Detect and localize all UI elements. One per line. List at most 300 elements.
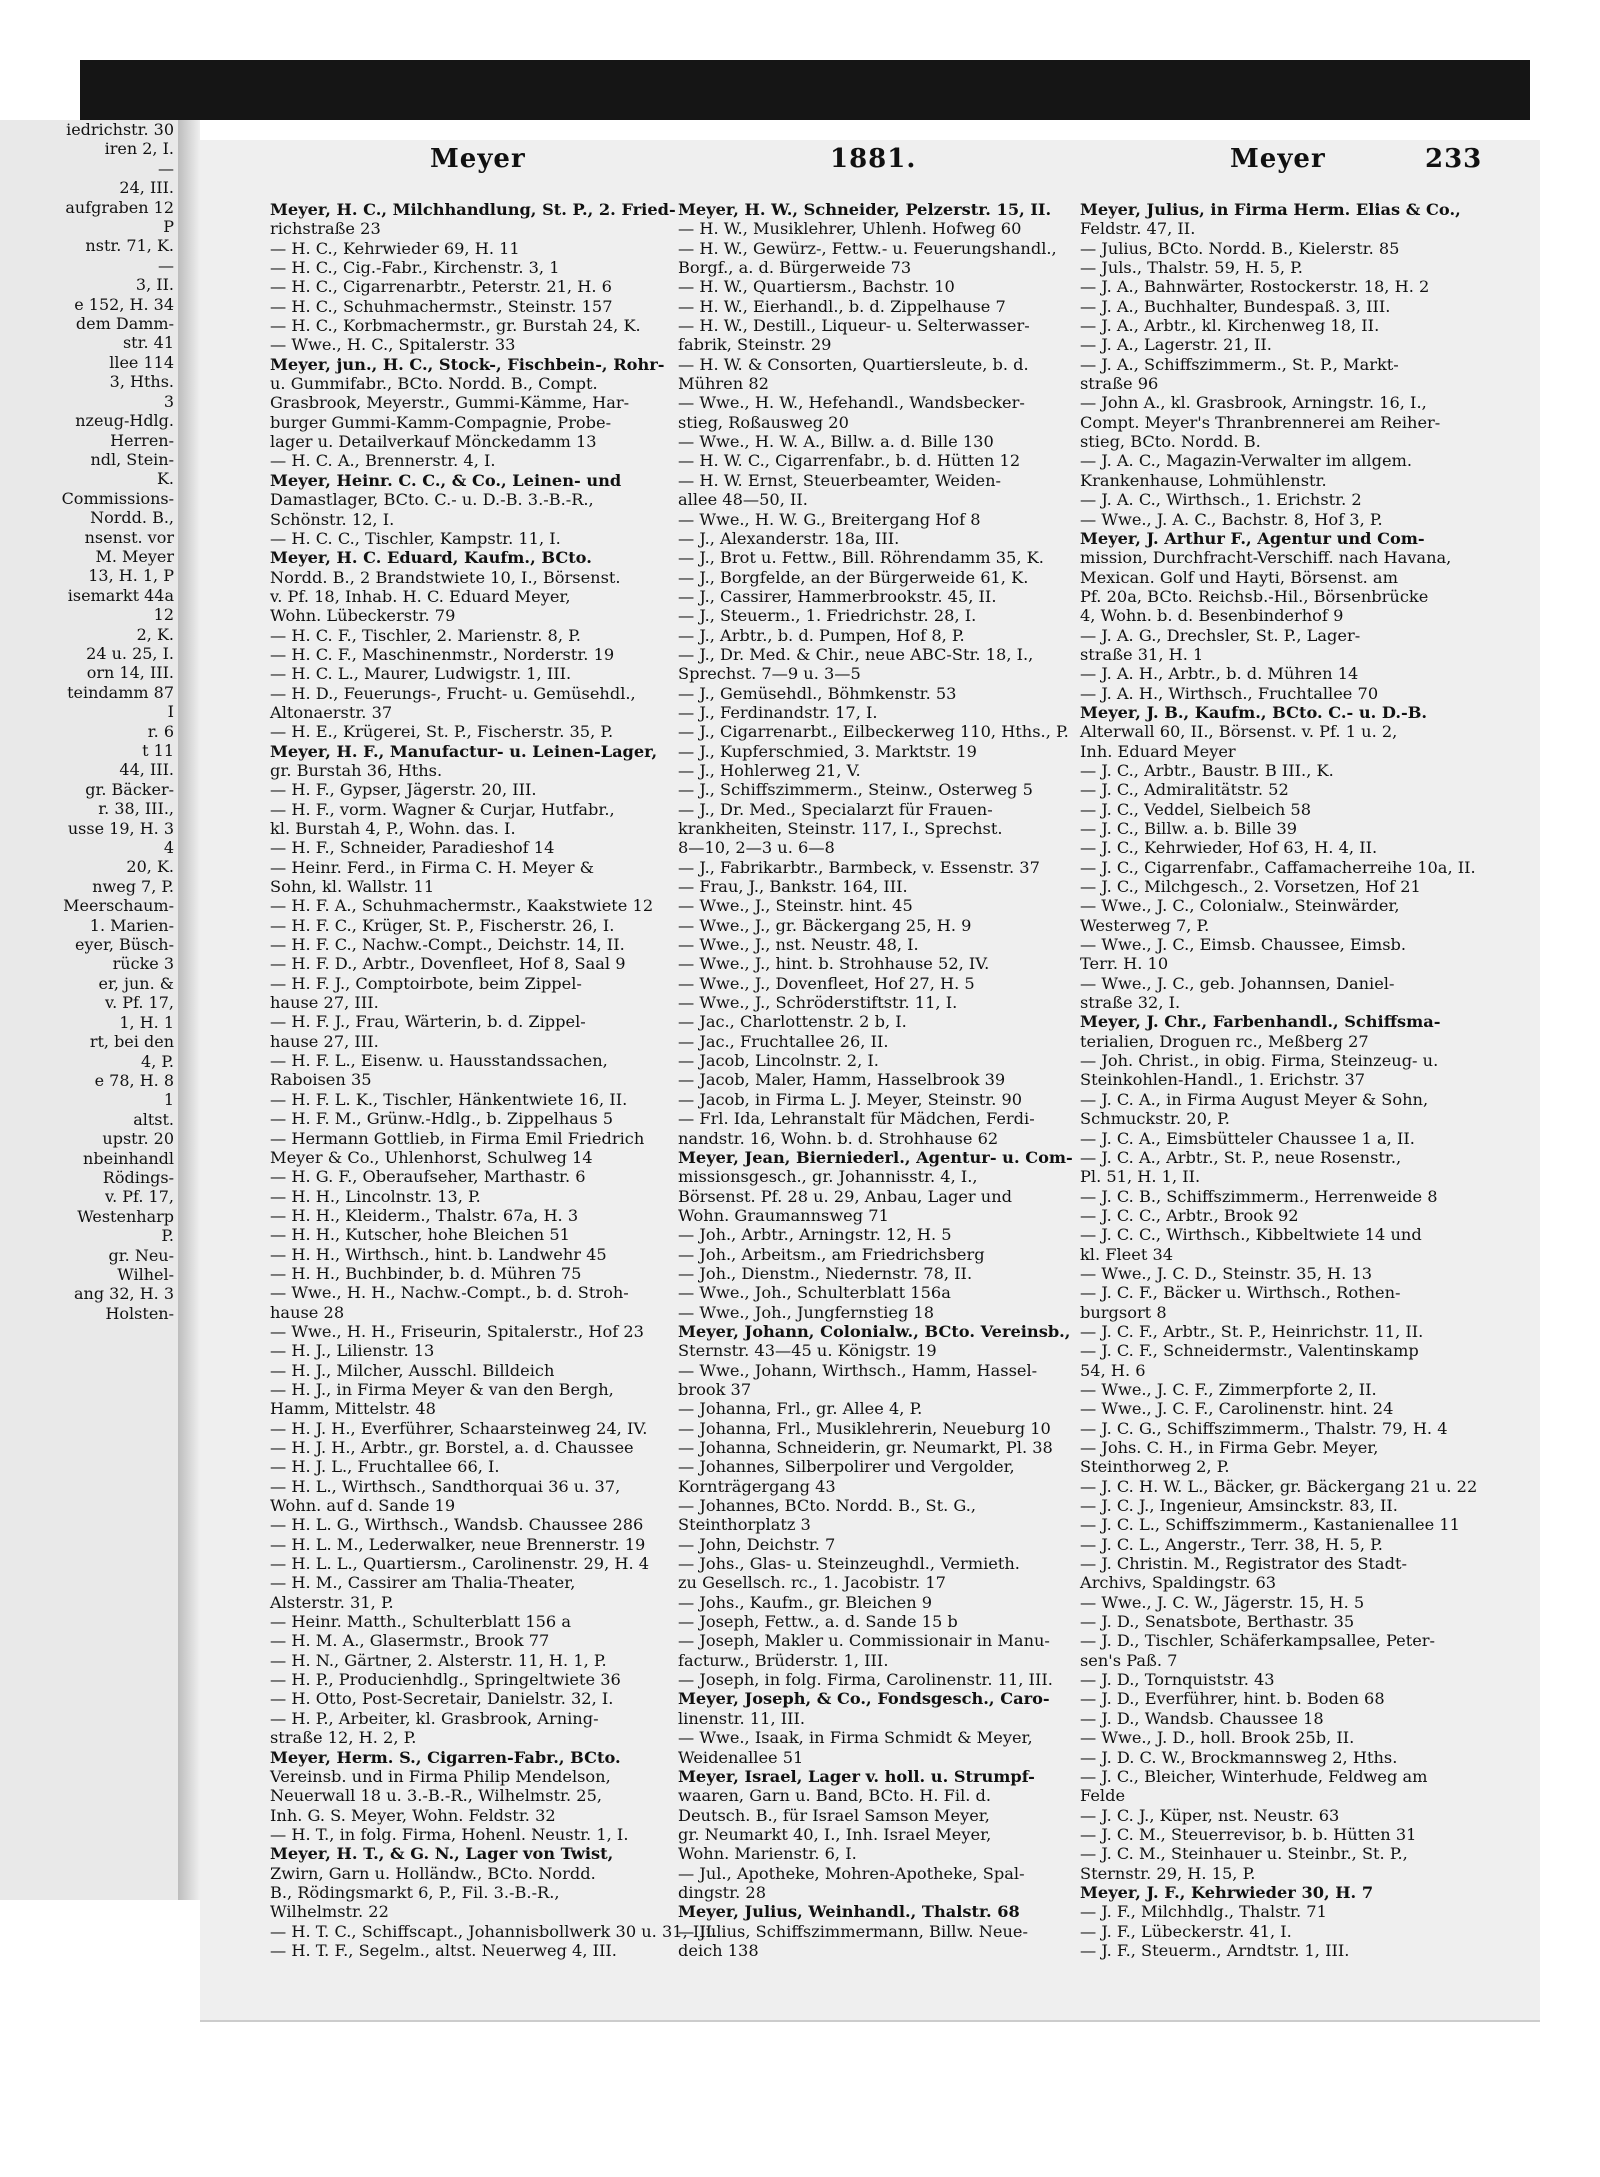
directory-line: Deutsch. B., für Israel Samson Meyer,	[678, 1805, 990, 1825]
directory-line: — Wwe., H. H., Friseurin, Spitalerstr., Hof 23	[270, 1321, 644, 1341]
previous-page-fragment: v. Pf. 17,	[104, 1187, 174, 1207]
directory-line: Meyer, H. F., Manufactur- u. Leinen-Lager,	[270, 741, 658, 761]
directory-line: straße 32, I.	[1080, 993, 1181, 1013]
directory-line: — J., Cigarrenarbt., Eilbeckerweg 110, Hths., P.	[678, 722, 1069, 742]
directory-line: — Wwe., J., Steinstr. hint. 45	[678, 896, 913, 916]
previous-page-fragment: nweg 7, P.	[92, 876, 174, 896]
book-gutter	[178, 120, 200, 1900]
directory-line: — Wwe., H. C., Spitalerstr. 33	[270, 335, 516, 355]
previous-page-fragment: 44, III.	[119, 760, 174, 780]
directory-line: Sprechst. 7—9 u. 3—5	[678, 664, 861, 684]
directory-line: — H. W., Eierhandl., b. d. Zippelhause 7	[678, 296, 1006, 316]
previous-page-fragment: nstr. 71, K.	[85, 236, 174, 256]
directory-line: kl. Fleet 34	[1080, 1244, 1174, 1264]
directory-line: — Wwe., J. A. C., Bachstr. 8, Hof 3, P.	[1080, 509, 1383, 529]
directory-line: gr. Burstah 36, Hths.	[270, 760, 443, 780]
directory-line: — J. C. M., Steinhauer u. Steinbr., St. P.,	[1080, 1844, 1408, 1864]
directory-line: — H. W. C., Cigarrenfabr., b. d. Hütten 12	[678, 451, 1021, 471]
directory-line: — Heinr. Ferd., in Firma C. H. Meyer &	[270, 857, 595, 877]
directory-line: — Joh., Arbtr., Arningstr. 12, H. 5	[678, 1225, 952, 1245]
directory-line: Meyer, Heinr. C. C., & Co., Leinen- und	[270, 470, 622, 490]
directory-line: Raboisen 35	[270, 1070, 372, 1090]
directory-line: — J., Schiffszimmerm., Steinw., Osterweg 5	[678, 780, 1033, 800]
directory-line: — H. L. G., Wirthsch., Wandsb. Chaussee 286	[270, 1515, 644, 1535]
directory-line: fabrik, Steinstr. 29	[678, 335, 832, 355]
previous-page-fragment: str. 41	[122, 333, 174, 353]
previous-page-fragment: iedrichstr. 30	[66, 120, 174, 139]
directory-line: — H. F. C., Nachw.-Compt., Deichstr. 14, II.	[270, 935, 625, 955]
directory-line: — J., Arbtr., b. d. Pumpen, Hof 8, P.	[678, 625, 965, 645]
directory-line: — J., Borgfelde, an der Bürgerweide 61, K.	[678, 567, 1029, 587]
previous-page-fragment: P	[163, 217, 174, 237]
directory-line: — J. C. A., Arbtr., St. P., neue Rosenstr.,	[1080, 1147, 1402, 1167]
directory-line: — H. J., Milcher, Ausschl. Billdeich	[270, 1360, 555, 1380]
previous-page-fragment: —	[158, 255, 174, 275]
directory-line: — J. F., Milchhdlg., Thalstr. 71	[1080, 1902, 1327, 1922]
directory-line: — J. C., Veddel, Sielbeich 58	[1080, 799, 1312, 819]
directory-line: zu Gesellsch. rc., 1. Jacobistr. 17	[678, 1573, 946, 1593]
directory-line: — H. F. M., Grünw.-Hdlg., b. Zippelhaus 5	[270, 1109, 614, 1129]
previous-page-fragment: r. 38, III.,	[98, 799, 174, 819]
previous-page-fragment: nbeinhandl	[83, 1148, 174, 1168]
directory-line: — Wwe., J., gr. Bäckergang 25, H. 9	[678, 915, 972, 935]
previous-page-fragment: 3, II.	[135, 275, 174, 295]
directory-line: Mexican. Golf und Hayti, Börsenst. am	[1080, 567, 1398, 587]
directory-line: — Wwe., J. D., holl. Brook 25b, II.	[1080, 1728, 1355, 1748]
directory-line: — J. A. H., Wirthsch., Fruchtallee 70	[1080, 683, 1379, 703]
directory-line: brook 37	[678, 1379, 752, 1399]
previous-page-fragment: llee 114	[109, 352, 174, 372]
directory-line: — Wwe., J. C., Eimsb. Chaussee, Eimsb.	[1080, 935, 1407, 955]
previous-page-fragment: 2, K.	[136, 624, 174, 644]
previous-page-fragment: v. Pf. 17,	[104, 993, 174, 1013]
directory-line: — J., Fabrikarbtr., Barmbeck, v. Essenstr. 37	[678, 857, 1040, 877]
directory-line: — H. W., Quartiersm., Bachstr. 10	[678, 277, 955, 297]
directory-line: straße 12, H. 2, P.	[270, 1728, 417, 1748]
directory-line: — J. D., Tornquiststr. 43	[1080, 1670, 1275, 1690]
directory-line: Meyer, Joseph, & Co., Fondsgesch., Caro-	[678, 1689, 1050, 1709]
directory-line: — Jacob, Maler, Hamm, Hasselbrook 39	[678, 1070, 1006, 1090]
directory-line: — J. D., Senatsbote, Berthastr. 35	[1080, 1612, 1355, 1632]
directory-line: 54, H. 6	[1080, 1360, 1146, 1380]
directory-line: — H. N., Gärtner, 2. Alsterstr. 11, H. 1, P.	[270, 1650, 607, 1670]
directory-line: — Julius, BCto. Nordd. B., Kielerstr. 85	[1080, 238, 1400, 258]
directory-line: — J. C. C., Arbtr., Brook 92	[1080, 1205, 1299, 1225]
directory-line: — Frau, J., Bankstr. 164, III.	[678, 877, 908, 897]
directory-line: 8—10, 2—3 u. 6—8	[678, 838, 835, 858]
directory-line: — H. F., Schneider, Paradieshof 14	[270, 838, 555, 858]
directory-line: Schmuckstr. 20, P.	[1080, 1109, 1230, 1129]
directory-line: — Wwe., J., Schröderstiftstr. 11, I.	[678, 993, 958, 1013]
directory-line: — H. Otto, Post-Secretair, Danielstr. 32, I.	[270, 1689, 614, 1709]
directory-line: Grasbrook, Meyerstr., Gummi-Kämme, Har-	[270, 393, 630, 413]
previous-page-fragment: rt, bei den	[89, 1032, 174, 1052]
header-right-name: Meyer	[1230, 144, 1326, 174]
previous-page-fragment: eyer, Büsch-	[75, 935, 174, 955]
directory-line: — J. A., Arbtr., kl. Kirchenweg 18, II.	[1080, 316, 1380, 336]
directory-line: — J. C., Arbtr., Baustr. B III., K.	[1080, 760, 1334, 780]
directory-line: Börsenst. Pf. 28 u. 29, Anbau, Lager und	[678, 1186, 1013, 1206]
directory-line: Meyer, H. W., Schneider, Pelzerstr. 15, II.	[678, 200, 1052, 219]
directory-line: — J., Ferdinandstr. 17, I.	[678, 702, 878, 722]
directory-line: — H. J. L., Fruchtallee 66, I.	[270, 1457, 500, 1477]
directory-line: — H. P., Producienhdlg., Springeltwiete 36	[270, 1670, 621, 1690]
directory-line: straße 31, H. 1	[1080, 644, 1204, 664]
directory-line: — Heinr. Matth., Schulterblatt 156 a	[270, 1612, 572, 1632]
directory-line: — Johanna, Frl., Musiklehrerin, Neueburg 10	[678, 1418, 1051, 1438]
directory-line: Sohn, kl. Wallstr. 11	[270, 877, 435, 897]
previous-page-fragment: Commissions-	[61, 488, 174, 508]
directory-line: Weidenallee 51	[678, 1747, 804, 1767]
directory-line: facturw., Brüderstr. 1, III.	[678, 1650, 889, 1670]
directory-line: — J. A., Lagerstr. 21, II.	[1080, 335, 1272, 355]
directory-line: B., Rödingsmarkt 6, P., Fil. 3.-B.-R.,	[270, 1882, 560, 1902]
directory-line: Wilhelmstr. 22	[270, 1902, 389, 1922]
directory-line: — J. A., Bahnwärter, Rostockerstr. 18, H. 2	[1080, 277, 1430, 297]
directory-line: — H. F., vorm. Wagner & Curjar, Hutfabr.,	[270, 799, 615, 819]
directory-line: — J. C. B., Schiffszimmerm., Herrenweide 8	[1080, 1186, 1438, 1206]
directory-line: — J. C. A., Eimsbütteler Chaussee 1 a, II.	[1080, 1128, 1415, 1148]
directory-line: v. Pf. 18, Inhab. H. C. Eduard Meyer,	[270, 586, 571, 606]
directory-line: richstraße 23	[270, 219, 381, 239]
directory-line: mission, Durchfracht-Verschiff. nach Havana,	[1080, 548, 1452, 568]
directory-line: — Wwe., H. W., Hefehandl., Wandsbecker-	[678, 393, 1025, 413]
directory-line: — H. C., Cig.-Fabr., Kirchenstr. 3, 1	[270, 258, 560, 278]
directory-line: Meyer, jun., H. C., Stock-, Fischbein-, Rohr-	[270, 354, 665, 374]
previous-page-fragment: Nordd. B.,	[90, 508, 174, 528]
directory-line: hause 27, III.	[270, 1031, 379, 1051]
directory-line: Sternstr. 43—45 u. Königstr. 19	[678, 1341, 937, 1361]
directory-line: — H. J. H., Everführer, Schaarsteinweg 24, IV.	[270, 1418, 648, 1438]
directory-line: — J. Christin. M., Registrator des Stadt-	[1080, 1554, 1407, 1574]
directory-line: — H. W., Musiklehrer, Uhlenh. Hofweg 60	[678, 219, 1022, 239]
directory-line: — H. M. A., Glasermstr., Brook 77	[270, 1631, 550, 1651]
directory-line: missionsgesch., gr. Johannisstr. 4, I.,	[678, 1167, 978, 1187]
directory-line: — H. J., Lilienstr. 13	[270, 1341, 435, 1361]
directory-line: — J., Dr. Med. & Chir., neue ABC-Str. 18, I.,	[678, 644, 1034, 664]
directory-page	[200, 140, 1540, 2020]
directory-line: — John A., kl. Grasbrook, Arningstr. 16, I.,	[1080, 393, 1427, 413]
directory-line: Feldstr. 47, II.	[1080, 219, 1196, 239]
previous-page-edge	[0, 120, 178, 1900]
directory-line: — Joh., Arbeitsm., am Friedrichsberg	[678, 1244, 985, 1264]
directory-line: — J. C., Kehrwieder, Hof 63, H. 4, II.	[1080, 838, 1378, 858]
directory-line: Zwirn, Garn u. Holländw., BCto. Nordd.	[270, 1863, 596, 1883]
directory-line: — H. L. M., Lederwalker, neue Brennerstr. 19	[270, 1534, 646, 1554]
directory-line: — J., Alexanderstr. 18a, III.	[678, 528, 900, 548]
directory-line: — H. H., Lincolnstr. 13, P.	[270, 1186, 481, 1206]
directory-line: — Wwe., Isaak, in Firma Schmidt & Meyer,	[678, 1728, 1033, 1748]
directory-line: — Joh. Christ., in obig. Firma, Steinzeug- u.	[1080, 1051, 1439, 1071]
previous-page-fragment: dem Damm-	[75, 314, 174, 334]
page-bottom-edge	[200, 2020, 1540, 2022]
previous-page-fragment: 4	[163, 838, 174, 858]
directory-line: — Jac., Fruchtallee 26, II.	[678, 1031, 889, 1051]
directory-line: — J. D., Tischler, Schäferkampsallee, Peter-	[1080, 1631, 1435, 1651]
directory-line: — J. C. F., Schneidermstr., Valentinskamp	[1080, 1341, 1419, 1361]
directory-line: Meyer & Co., Uhlenhorst, Schulweg 14	[270, 1147, 593, 1167]
previous-page-fragment: 3	[163, 391, 174, 411]
directory-line: — H. T., in folg. Firma, Hohenl. Neustr. 1, I.	[270, 1824, 629, 1844]
directory-line: — Wwe., J. C. F., Carolinenstr. hint. 24	[1080, 1399, 1394, 1419]
directory-line: — J. C., Bleicher, Winterhude, Feldweg am	[1080, 1766, 1428, 1786]
directory-line: Meyer, J. Arthur F., Agentur und Com-	[1080, 528, 1425, 548]
directory-line: Inh. Eduard Meyer	[1080, 741, 1236, 761]
directory-line: stieg, Roßausweg 20	[678, 412, 849, 432]
directory-line: Meyer, H. C., Milchhandlung, St. P., 2. Fried-	[270, 200, 676, 219]
directory-line: Meyer, Johann, Colonialw., BCto. Vereinsb.,	[678, 1321, 1071, 1341]
directory-line: — H. D., Feuerungs-, Frucht- u. Gemüsehdl.,	[270, 683, 636, 703]
directory-line: Alterwall 60, II., Börsenst. v. Pf. 1 u. 2,	[1080, 722, 1398, 742]
directory-line: Archivs, Spaldingstr. 63	[1080, 1573, 1277, 1593]
directory-line: — H. L. L., Quartiersm., Carolinenstr. 29, H. 4	[270, 1554, 650, 1574]
directory-line: straße 96	[1080, 374, 1159, 394]
directory-line: stieg, BCto. Nordd. B.	[1080, 432, 1261, 452]
directory-line: — Jacob, Lincolnstr. 2, I.	[678, 1051, 879, 1071]
directory-line: — J., Dr. Med., Specialarzt für Frauen-	[678, 799, 993, 819]
directory-line: — J. C., Milchgesch., 2. Vorsetzen, Hof 21	[1080, 877, 1421, 897]
column-right	[1080, 200, 1480, 1960]
previous-page-fragment: Wilhel-	[117, 1264, 174, 1284]
directory-line: — J. A., Buchhalter, Bundespaß. 3, III.	[1080, 296, 1391, 316]
previous-page-fragment: gr. Bäcker-	[85, 779, 174, 799]
previous-page-fragment: 4, P.	[141, 1051, 174, 1071]
directory-line: Meyer, J. B., Kaufm., BCto. C.- u. D.-B.	[1080, 702, 1428, 722]
directory-line: burgsort 8	[1080, 1302, 1167, 1322]
previous-page-fragment: Meerschaum-	[63, 896, 174, 916]
directory-line: — Wwe., J. C. W., Jägerstr. 15, H. 5	[1080, 1592, 1365, 1612]
directory-line: — J., Cassirer, Hammerbrookstr. 45, II.	[678, 586, 997, 606]
directory-line: Borgf., a. d. Bürgerweide 73	[678, 258, 912, 278]
directory-line: — H. M., Cassirer am Thalia-Theater,	[270, 1573, 576, 1593]
directory-line: — Wwe., J. C., geb. Johannsen, Daniel-	[1080, 973, 1395, 993]
previous-page-fragment: r. 6	[147, 721, 174, 741]
directory-line: — H. F., Gypser, Jägerstr. 20, III.	[270, 780, 537, 800]
directory-line: — Wwe., Johann, Wirthsch., Hamm, Hassel-	[678, 1360, 1038, 1380]
directory-line: dingstr. 28	[678, 1882, 766, 1902]
directory-line: — J. C., Admiralitätstr. 52	[1080, 780, 1289, 800]
directory-line: Wohn. auf d. Sande 19	[270, 1496, 456, 1516]
directory-line: Neuerwall 18 u. 3.-B.-R., Wilhelmstr. 25,	[270, 1786, 603, 1806]
previous-page-fragment: Holsten-	[105, 1303, 174, 1323]
directory-line: — H. C. F., Maschinenmstr., Norderstr. 19	[270, 644, 615, 664]
directory-line: Felde	[1080, 1786, 1126, 1806]
previous-page-fragment: 3, Hths.	[109, 372, 174, 392]
header-year: 1881.	[830, 144, 917, 174]
directory-line: — Wwe., J., nst. Neustr. 48, I.	[678, 935, 919, 955]
directory-line: — Wwe., H. W. A., Billw. a. d. Bille 130	[678, 432, 994, 452]
directory-line: — Hermann Gottlieb, in Firma Emil Friedrich	[270, 1128, 645, 1148]
directory-line: — H. F. C., Krüger, St. P., Fischerstr. 26, I.	[270, 915, 615, 935]
previous-page-fragment: upstr. 20	[102, 1129, 174, 1149]
directory-line: Krankenhause, Lohmühlenstr.	[1080, 470, 1327, 490]
directory-line: — Jacob, in Firma L. J. Meyer, Steinstr. 90	[678, 1089, 1023, 1109]
directory-line: — J. A. G., Drechsler, St. P., Lager-	[1080, 625, 1361, 645]
directory-line: — J. C. M., Steuerrevisor, b. b. Hütten 31	[1080, 1824, 1417, 1844]
directory-line: Meyer, J. Chr., Farbenhandl., Schiffsma-	[1080, 1012, 1441, 1032]
directory-line: — Joseph, Makler u. Commissionair in Manu-	[678, 1631, 1050, 1651]
directory-line: — J., Hohlerweg 21, V.	[678, 760, 861, 780]
directory-line: — H. J. H., Arbtr., gr. Borstel, a. d. Chaussee	[270, 1438, 634, 1457]
directory-line: — J. A. H., Arbtr., b. d. Mühren 14	[1080, 664, 1359, 684]
directory-line: — H. J., in Firma Meyer & van den Bergh,	[270, 1379, 614, 1399]
directory-line: — H. C., Schuhmachermstr., Steinstr. 157	[270, 296, 613, 316]
directory-line: — J. C. L., Schiffszimmerm., Kastanienallee 11	[1080, 1515, 1460, 1535]
previous-page-fragment: aufgraben 12	[65, 197, 174, 217]
directory-line: Kornträgergang 43	[678, 1476, 836, 1496]
directory-line: Vereinsb. und in Firma Philip Mendelson,	[270, 1766, 611, 1786]
directory-line: — J. D. C. W., Brockmannsweg 2, Hths.	[1080, 1747, 1398, 1767]
directory-line: — Frl. Ida, Lehranstalt für Mädchen, Ferdi-	[678, 1109, 1035, 1129]
directory-line: Schönstr. 12, I.	[270, 509, 395, 529]
previous-page-fragment: nsenst. vor	[84, 527, 174, 547]
previous-page-fragment: orn 14, III.	[86, 663, 174, 683]
directory-line: — H. T. C., Schiffscapt., Johannisbollwerk 30 u. 31, III.	[270, 1921, 718, 1941]
directory-line: Wohn. Marienstr. 6, I.	[678, 1844, 857, 1864]
previous-page-fragment: Rödings-	[102, 1167, 174, 1187]
directory-line: — H. H., Wirthsch., hint. b. Landwehr 45	[270, 1244, 607, 1264]
previous-page-fragment: 13, H. 1, P	[88, 566, 174, 586]
directory-line: — Wwe., Joh., Schulterblatt 156a	[678, 1283, 951, 1303]
directory-line: 4, Wohn. b. d. Besenbinderhof 9	[1080, 606, 1344, 626]
directory-line: Meyer, J. F., Kehrwieder 30, H. 7	[1080, 1882, 1374, 1902]
directory-line: — H. L., Wirthsch., Sandthorquai 36 u. 37,	[270, 1476, 621, 1496]
directory-line: — J. C., Cigarrenfabr., Caffamacherreihe 10a, II.	[1080, 857, 1476, 877]
directory-line: — Juls., Thalstr. 59, H. 5, P.	[1080, 258, 1303, 278]
previous-page-fragment: I	[167, 702, 174, 722]
directory-line: hause 27, III.	[270, 993, 379, 1013]
directory-line: — H. F. L. K., Tischler, Hänkentwiete 16, II.	[270, 1089, 628, 1109]
directory-line: — J., Kupferschmied, 3. Marktstr. 19	[678, 741, 977, 761]
directory-line: — H. W., Gewürz-, Fettw.- u. Feuerungshandl.,	[678, 238, 1057, 258]
directory-line: — Wwe., J. C. D., Steinstr. 35, H. 13	[1080, 1263, 1373, 1283]
directory-line: Wohn. Lübeckerstr. 79	[270, 606, 456, 626]
directory-line: u. Gummifabr., BCto. Nordd. B., Compt.	[270, 374, 598, 394]
directory-line: — Wwe., J. C., Colonialw., Steinwärder,	[1080, 896, 1400, 916]
previous-page-fragment: isemarkt 44a	[67, 585, 174, 605]
directory-line: — H. G. F., Oberaufseher, Marthastr. 6	[270, 1167, 586, 1187]
directory-line: — J. A. C., Wirthsch., 1. Erichstr. 2	[1080, 490, 1362, 510]
directory-line: Mühren 82	[678, 374, 769, 394]
directory-line: hause 28	[270, 1302, 345, 1322]
previous-page-fragment: 1, H. 1	[119, 1012, 174, 1032]
directory-line: — H. C. F., Tischler, 2. Marienstr. 8, P.	[270, 625, 581, 645]
directory-line: gr. Neumarkt 40, I., Inh. Israel Meyer,	[678, 1824, 992, 1844]
previous-page-fragment: rücke 3	[112, 954, 174, 974]
directory-line: Steinthorweg 2, P.	[1080, 1457, 1230, 1477]
directory-line: — H. C., Kehrwieder 69, H. 11	[270, 238, 520, 258]
scan-dark-border	[80, 60, 1530, 120]
directory-line: — Wwe., J. C. F., Zimmerpforte 2, II.	[1080, 1379, 1377, 1399]
previous-page-fragment: 1	[163, 1090, 174, 1110]
directory-line: — J. C. L., Angerstr., Terr. 38, H. 5, P.	[1080, 1534, 1383, 1554]
directory-line: — H. C. C., Tischler, Kampstr. 11, I.	[270, 528, 561, 548]
directory-line: — J. F., Steuerm., Arndtstr. 1, III.	[1080, 1940, 1350, 1960]
directory-line: — H. C. L., Maurer, Ludwigstr. 1, III.	[270, 664, 572, 684]
directory-line: — H. F. J., Frau, Wärterin, b. d. Zippel-	[270, 1012, 586, 1032]
directory-line: Nordd. B., 2 Brandstwiete 10, I., Börsenst.	[270, 567, 621, 587]
directory-line: lager u. Detailverkauf Mönckedamm 13	[270, 432, 597, 452]
directory-line: Compt. Meyer's Thranbrennerei am Reiher-	[1080, 412, 1441, 432]
directory-line: — Jul., Apotheke, Mohren-Apotheke, Spal-	[678, 1863, 1025, 1883]
directory-line: — Joseph, in folg. Firma, Carolinenstr. 11, III.	[678, 1670, 1053, 1690]
directory-line: — J. D., Everführer, hint. b. Boden 68	[1080, 1689, 1385, 1709]
column-middle	[678, 200, 1073, 1960]
directory-line: — Joseph, Fettw., a. d. Sande 15 b	[678, 1612, 958, 1632]
directory-line: — J. D., Wandsb. Chaussee 18	[1080, 1708, 1324, 1728]
directory-line: — J. C. F., Arbtr., St. P., Heinrichstr. 11, II.	[1080, 1321, 1424, 1341]
directory-line: — J. C. J., Ingenieur, Amsinckstr. 83, II.	[1080, 1496, 1398, 1516]
directory-line: linenstr. 11, III.	[678, 1708, 806, 1728]
directory-line: — J. C. H. W. L., Bäcker, gr. Bäckergang 21 u. 22	[1080, 1476, 1478, 1496]
directory-line: Altonaerstr. 37	[270, 702, 393, 722]
directory-line: — H. C., Cigarrenarbtr., Peterstr. 21, H. 6	[270, 277, 612, 297]
directory-line: — Wwe., H. W. G., Breitergang Hof 8	[678, 509, 981, 529]
directory-line: Meyer, H. T., & G. N., Lager von Twist,	[270, 1844, 614, 1864]
previous-page-fragment: 24, III.	[119, 178, 174, 198]
directory-line: — H. P., Arbeiter, kl. Grasbrook, Arning-	[270, 1708, 599, 1728]
directory-line: — Wwe., J., hint. b. Strohhause 52, IV.	[678, 954, 990, 974]
directory-line: waaren, Garn u. Band, BCto. H. Fil. d.	[678, 1786, 992, 1806]
directory-line: — J. A. C., Magazin-Verwalter im allgem.	[1080, 451, 1413, 471]
previous-page-fragment: gr. Neu-	[108, 1245, 174, 1265]
directory-line: — H. H., Kleiderm., Thalstr. 67a, H. 3	[270, 1205, 579, 1225]
directory-line: Meyer, H. C. Eduard, Kaufm., BCto.	[270, 548, 592, 568]
directory-line: krankheiten, Steinstr. 117, I., Sprechst.	[678, 819, 1003, 838]
directory-line: sen's Paß. 7	[1080, 1650, 1178, 1670]
directory-line: Terr. H. 10	[1080, 954, 1169, 974]
previous-page-fragment: iren 2, I.	[104, 139, 174, 159]
directory-line: Steinthorplatz 3	[678, 1515, 811, 1535]
directory-line: Sternstr. 29, H. 15, P.	[1080, 1863, 1256, 1883]
directory-line: — J. C. A., in Firma August Meyer & Sohn,	[1080, 1089, 1429, 1109]
directory-line: — J., Brot u. Fettw., Bill. Röhrendamm 35, K.	[678, 548, 1044, 568]
directory-line: — H. H., Kutscher, hohe Bleichen 51	[270, 1225, 570, 1245]
previous-page-fragment: M. Meyer	[95, 546, 174, 566]
directory-line: — H. C., Korbmachermstr., gr. Burstah 24, K.	[270, 316, 641, 336]
directory-line: — Wwe., Joh., Jungfernstieg 18	[678, 1302, 935, 1322]
directory-line: — H. W. & Consorten, Quartiersleute, b. d.	[678, 354, 1029, 374]
directory-line: Pl. 51, H. 1, II.	[1080, 1167, 1201, 1187]
directory-line: Meyer, Herm. S., Cigarren-Fabr., BCto.	[270, 1747, 621, 1767]
previous-page-fragment: ang 32, H. 3	[73, 1284, 174, 1304]
directory-line: — J. C. C., Wirthsch., Kibbeltwiete 14 und	[1080, 1225, 1422, 1245]
previous-page-fragment: teindamm 87	[67, 682, 174, 702]
directory-line: — Johanna, Frl., gr. Allee 4, P.	[678, 1399, 923, 1419]
directory-line: deich 138	[678, 1940, 759, 1960]
directory-line: — Johs., Kaufm., gr. Bleichen 9	[678, 1592, 933, 1612]
directory-line: — H. F. D., Arbtr., Dovenfleet, Hof 8, Saal 9	[270, 954, 626, 974]
directory-line: — J. A., Schiffszimmerm., St. P., Markt-	[1080, 354, 1399, 374]
directory-line: — Johs. C. H., in Firma Gebr. Meyer,	[1080, 1438, 1379, 1457]
previous-page-fragment: 12	[153, 605, 174, 625]
page-number: 233	[1425, 144, 1483, 174]
directory-line: Alsterstr. 31, P.	[270, 1592, 394, 1612]
directory-line: Meyer, Julius, Weinhandl., Thalstr. 68	[678, 1902, 1020, 1922]
previous-page-fragment: usse 19, H. 3	[67, 818, 174, 838]
directory-line: Damastlager, BCto. C.- u. D.-B. 3.-B.-R.,	[270, 490, 594, 510]
directory-line: — Joh., Dienstm., Niedernstr. 78, II.	[678, 1263, 973, 1283]
directory-line: — John, Deichstr. 7	[678, 1534, 836, 1554]
previous-page-fragment: e 152, H. 34	[74, 294, 174, 314]
directory-line: allee 48—50, II.	[678, 490, 808, 510]
directory-line: burger Gummi-Kamm-Compagnie, Probe-	[270, 412, 612, 432]
directory-line: — H. E., Krügerei, St. P., Fischerstr. 35, P.	[270, 722, 614, 742]
directory-line: — Julius, Schiffszimmermann, Billw. Neue-	[678, 1921, 1028, 1941]
directory-line: Meyer, Julius, in Firma Herm. Elias & Co.,	[1080, 200, 1461, 219]
previous-page-fragment: e 78, H. 8	[94, 1070, 174, 1090]
directory-line: — H. C. A., Brennerstr. 4, I.	[270, 451, 496, 471]
